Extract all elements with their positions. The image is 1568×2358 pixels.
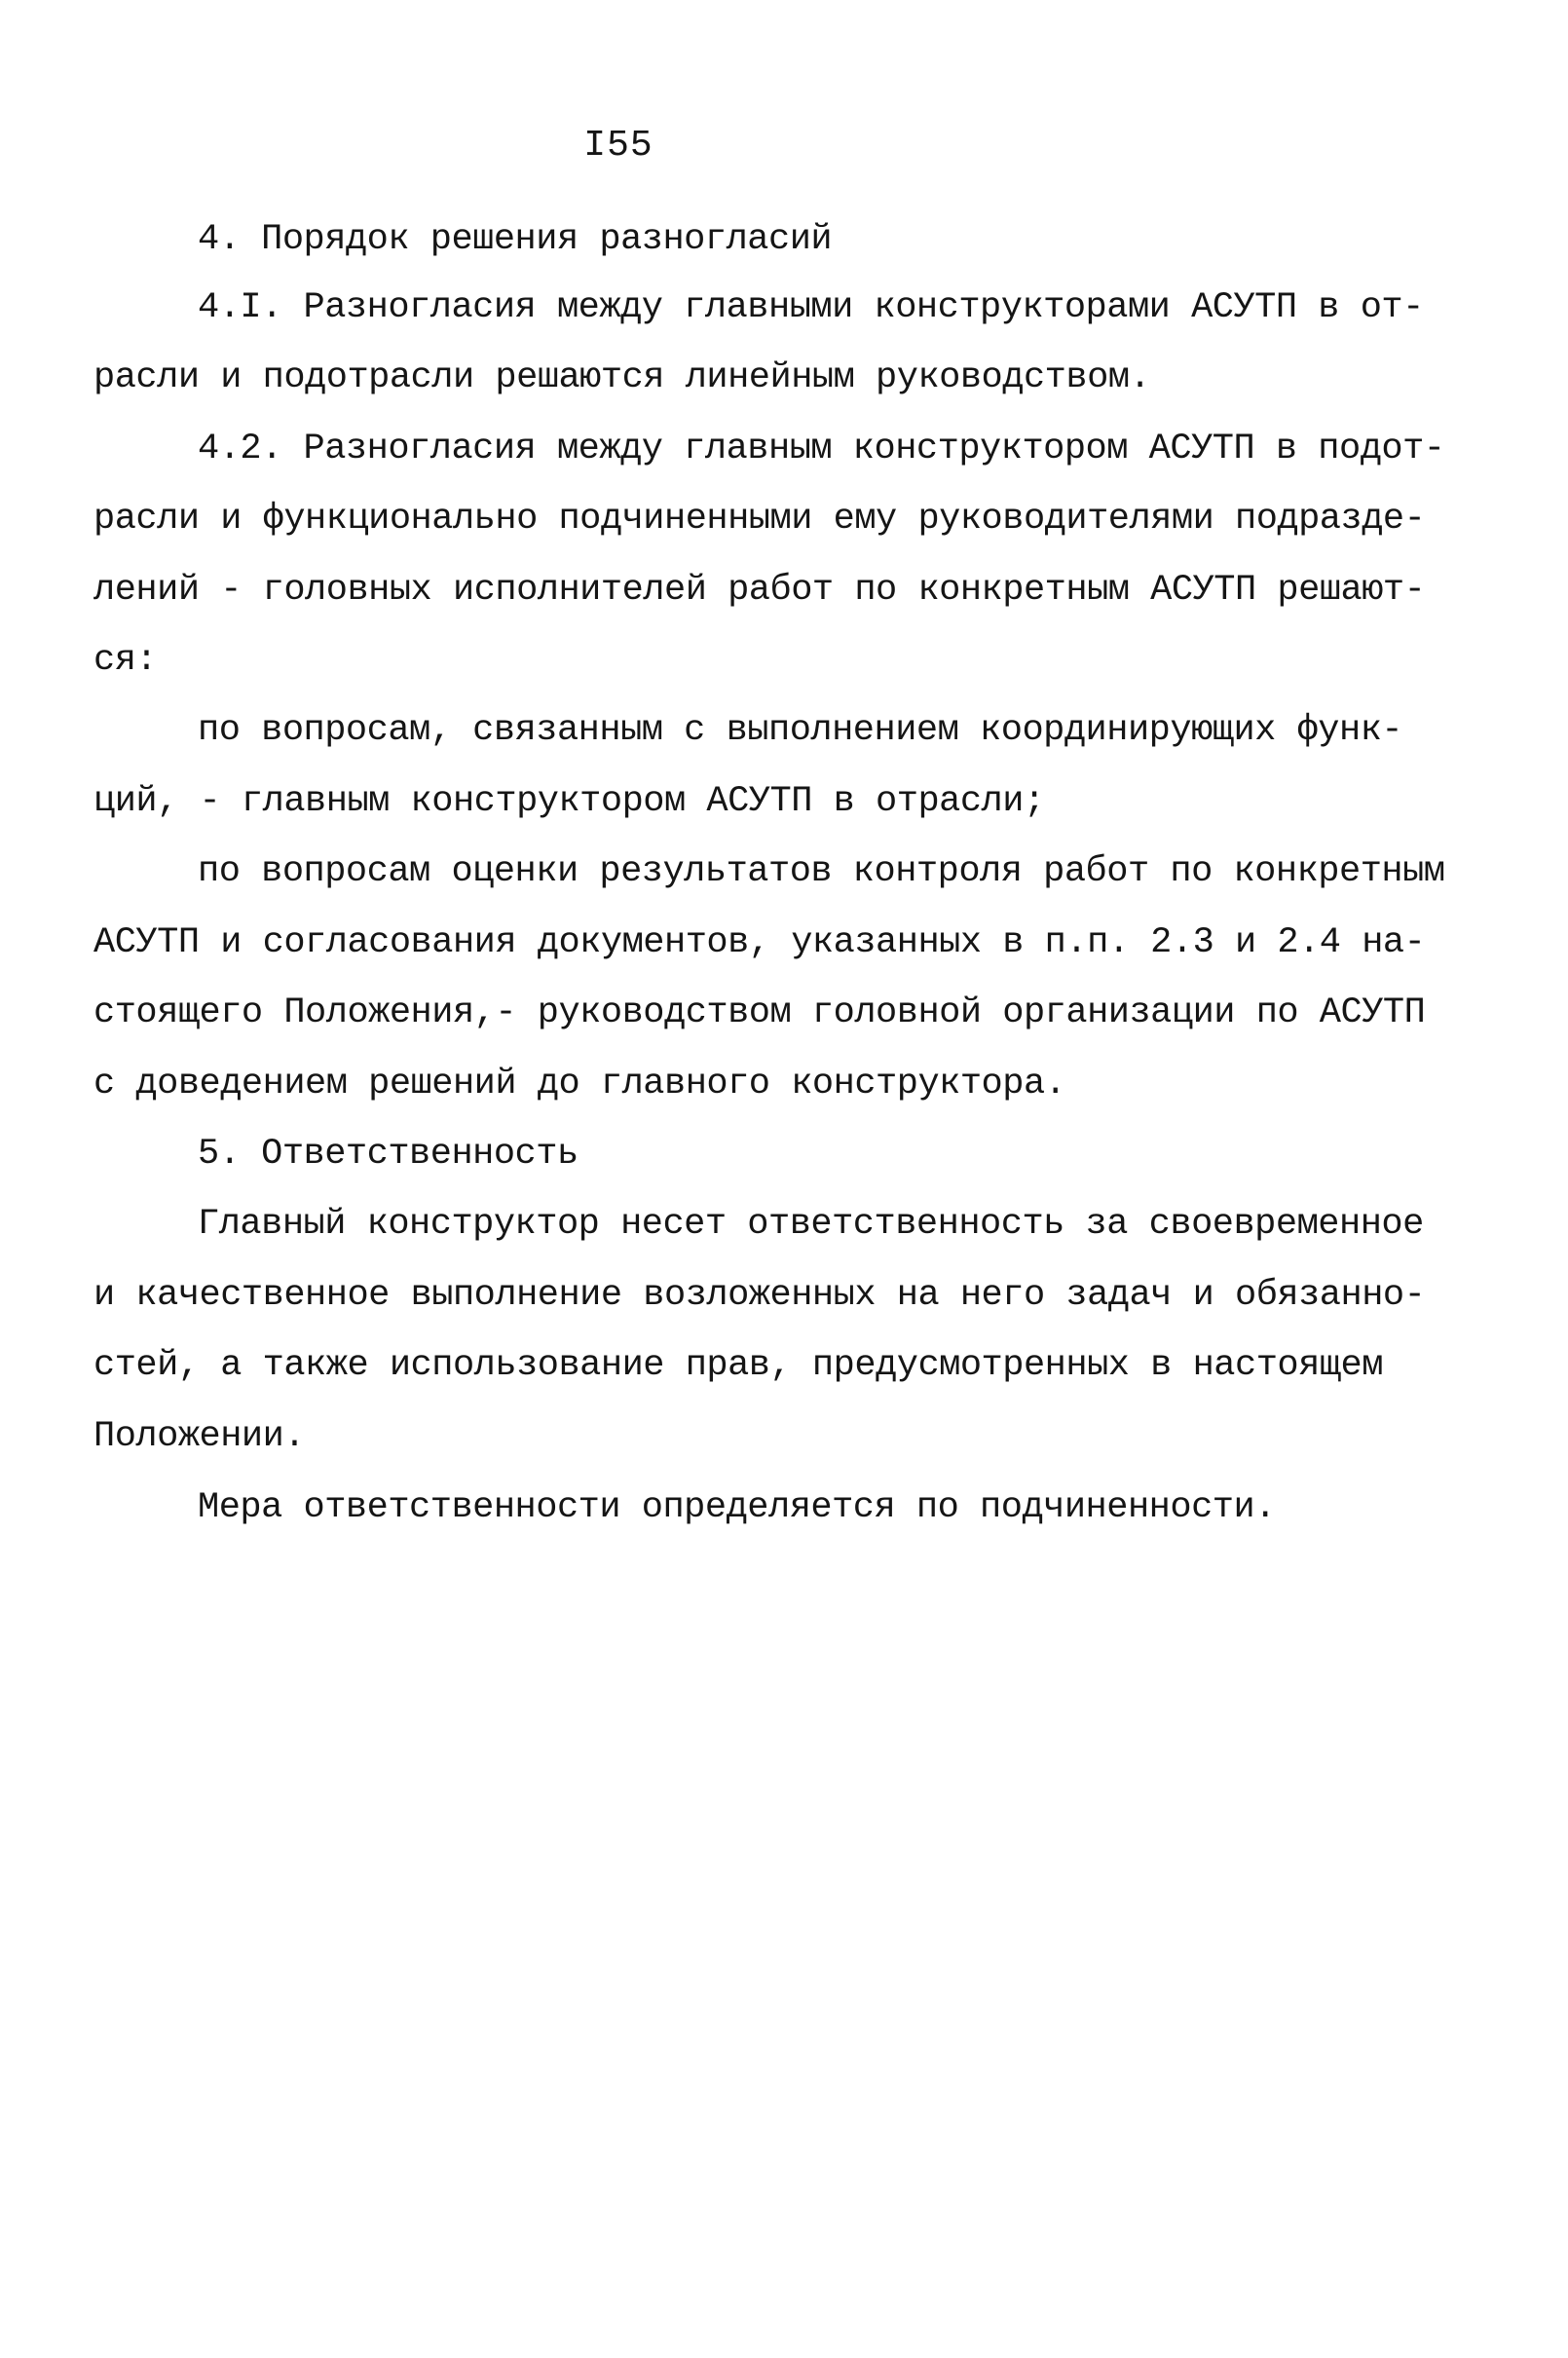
paragraph-4-2-line-1: 4.2. Разногласия между главным конструктором АСУТП в подот- [198, 429, 1445, 469]
paragraph-4-2-line-2: расли и функционально подчиненными ему руководителями подразде- [93, 499, 1426, 540]
page-number: I55 [583, 125, 653, 167]
paragraph-4-1-line-1: 4.I. Разногласия между главными конструкторами АСУТП в от- [198, 287, 1424, 328]
paragraph-4-1-line-2: расли и подотрасли решаются линейным руководством. [93, 357, 1151, 398]
item-evaluation-line-4: с доведением решений до главного конструктора. [93, 1064, 1066, 1104]
responsibility-line-3: стей, а также использование прав, предусмотренных в настоящем [93, 1345, 1383, 1386]
responsibility-line-4: Положении. [93, 1416, 306, 1457]
responsibility-measure-line: Мера ответственности определяется по подчиненности. [198, 1487, 1276, 1528]
item-evaluation-line-1: по вопросам оценки результатов контроля работ по конкретным [198, 851, 1445, 892]
paragraph-4-2-line-4: ся: [93, 640, 158, 681]
responsibility-line-2: и качественное выполнение возложенных на него задач и обязанно- [93, 1275, 1426, 1316]
item-coordination-line-2: ций, - главным конструктором АСУТП в отрасли; [93, 781, 1045, 822]
paragraph-4-2-line-3: лений - головных исполнителей работ по конкретным АСУТП решают- [93, 570, 1426, 611]
item-coordination-line-1: по вопросам, связанным с выполнением координирующих функ- [198, 710, 1403, 751]
responsibility-line-1: Главный конструктор несет ответственность за своевременное [198, 1204, 1424, 1245]
item-evaluation-line-3: стоящего Положения,- руководством головной организации по АСУТП [93, 992, 1426, 1033]
item-evaluation-line-2: АСУТП и согласования документов, указанных в п.п. 2.3 и 2.4 на- [93, 922, 1426, 963]
section-4-heading: 4. Порядок решения разногласий [198, 219, 833, 260]
section-5-heading: 5. Ответственность [198, 1134, 579, 1175]
